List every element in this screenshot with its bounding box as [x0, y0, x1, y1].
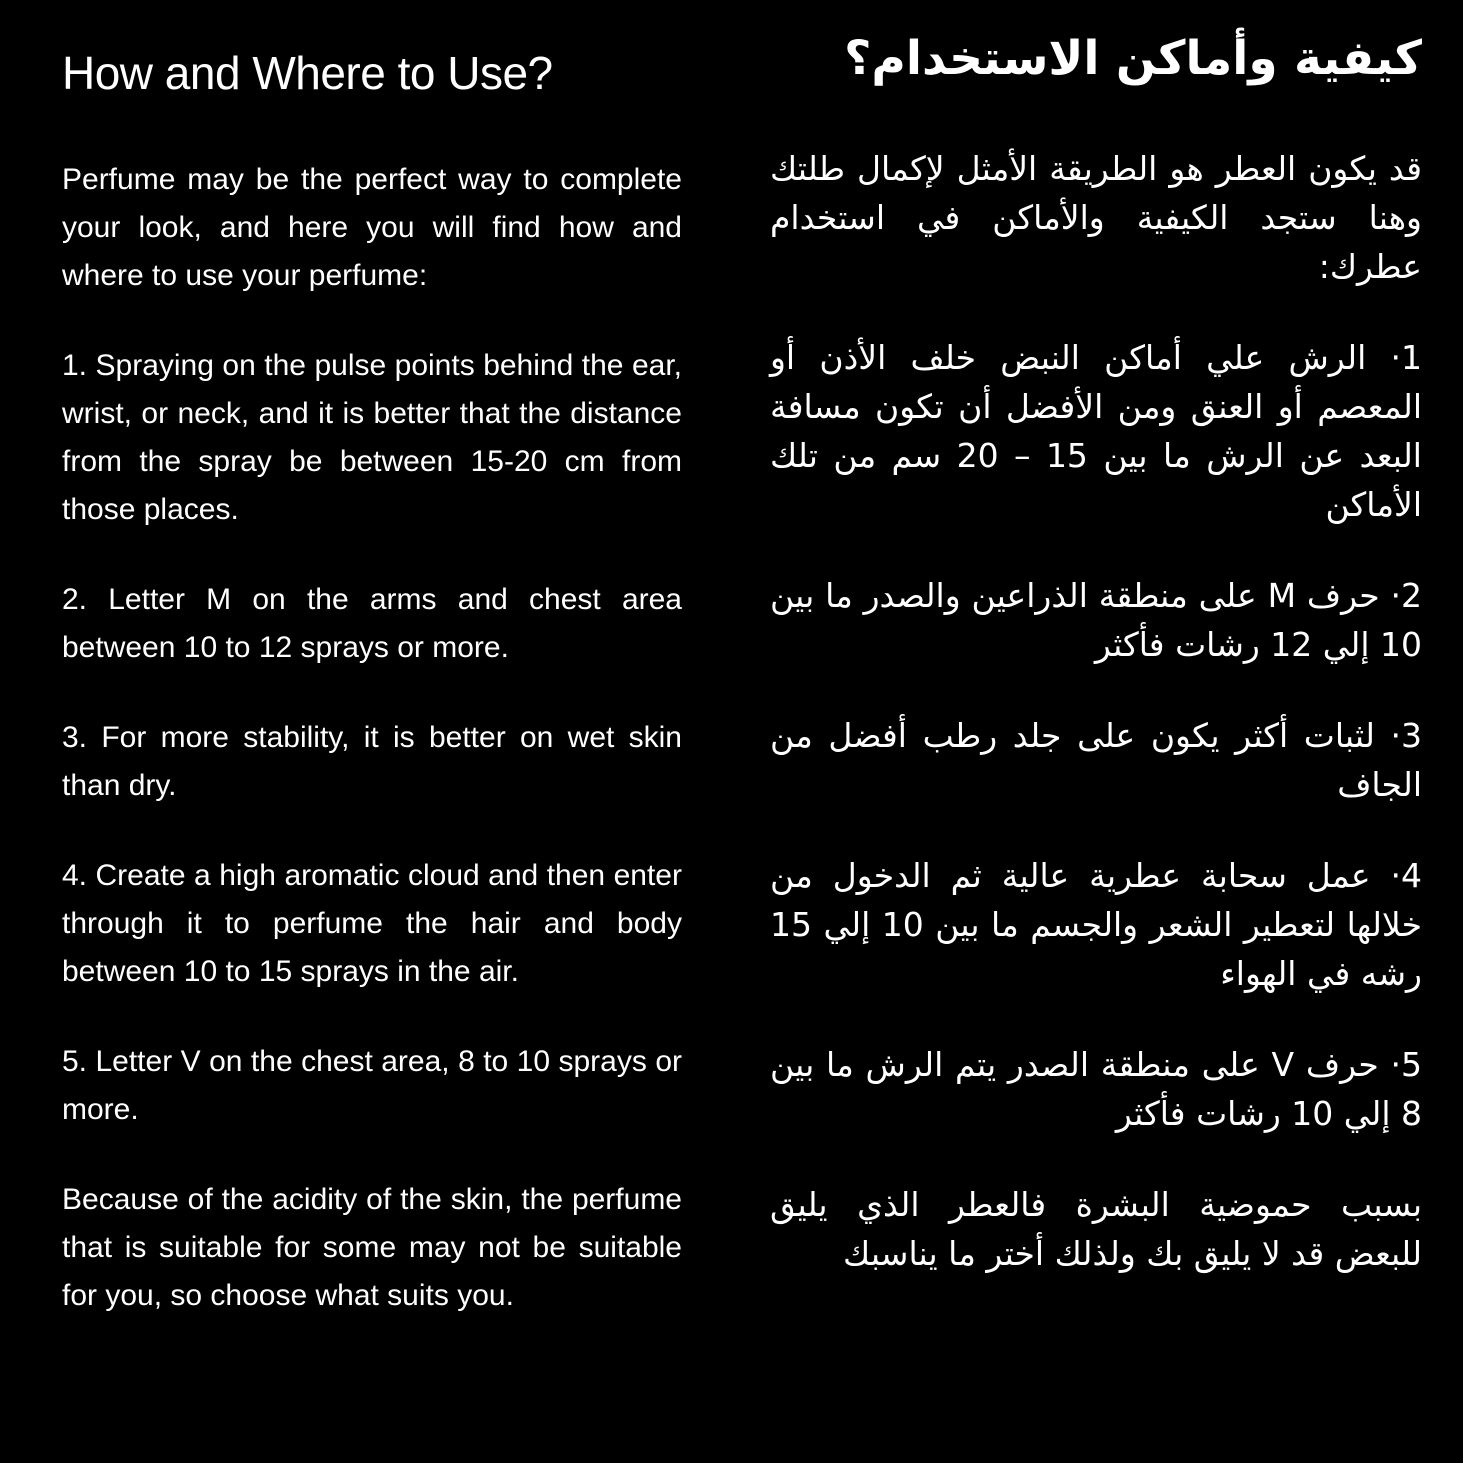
english-column [62, 46, 682, 1362]
arabic-intro-paragraph: قد يكون العطر هو الطريقة الأمثل لإكمال طلتك وهنا ستجد الكيفية والأماكن في استخدام عطرك: [770, 149, 1422, 286]
english-heading: How and Where to Use? [62, 47, 553, 99]
arabic-outro-paragraph: بسبب حموضية البشرة فالعطر الذي يليق للبعض قد لا يليق بك ولذلك أختر ما يناسبك [770, 1185, 1422, 1273]
arabic-step-5: 5· حرف V على منطقة الصدر يتم الرش ما بين 8 إلي 10 رشات فأكثر [770, 1045, 1422, 1133]
english-intro-paragraph: Perfume may be the perfect way to complete your look, and here you will find how and where to use your perfume: [62, 163, 682, 292]
arabic-step-1: 1· الرش علي أماكن النبض خلف الأذن أو المعصم أو العنق ومن الأفضل أن تكون مسافة البعد عن الرش ما بين 15 – 20 سم من تلك الأماكن [770, 338, 1422, 524]
arabic-step-4: 4· عمل سحابة عطرية عالية ثم الدخول من خلالها لتعطير الشعر والجسم ما بين 10 إلي 15 رشه في الهواء [770, 856, 1422, 993]
arabic-step-3: 3· لثبات أكثر يكون على جلد رطب أفضل من الجاف [770, 716, 1422, 804]
english-step-3: 3. For more stability, it is better on wet skin than dry. [62, 721, 682, 802]
arabic-column [770, 28, 1422, 1320]
english-outro-paragraph: Because of the acidity of the skin, the perfume that is suitable for some may not be suitable for you, so choose what suits you. [62, 1183, 682, 1312]
english-step-1: 1. Spraying on the pulse points behind the ear, wrist, or neck, and it is better that the distance from the spray be between 15-20 cm from those places. [62, 349, 682, 526]
english-step-5: 5. Letter V on the chest area, 8 to 10 sprays or more. [62, 1045, 682, 1126]
english-step-2: 2. Letter M on the arms and chest area between 10 to 12 sprays or more. [62, 583, 682, 664]
english-step-4: 4. Create a high aromatic cloud and then enter through it to perfume the hair and body between 10 to 15 sprays in the air. [62, 859, 682, 988]
arabic-heading: كيفية وأماكن الاستخدام؟ [844, 31, 1422, 86]
arabic-step-2: 2· حرف M على منطقة الذراعين والصدر ما بين 10 إلي 12 رشات فأكثر [770, 576, 1422, 664]
